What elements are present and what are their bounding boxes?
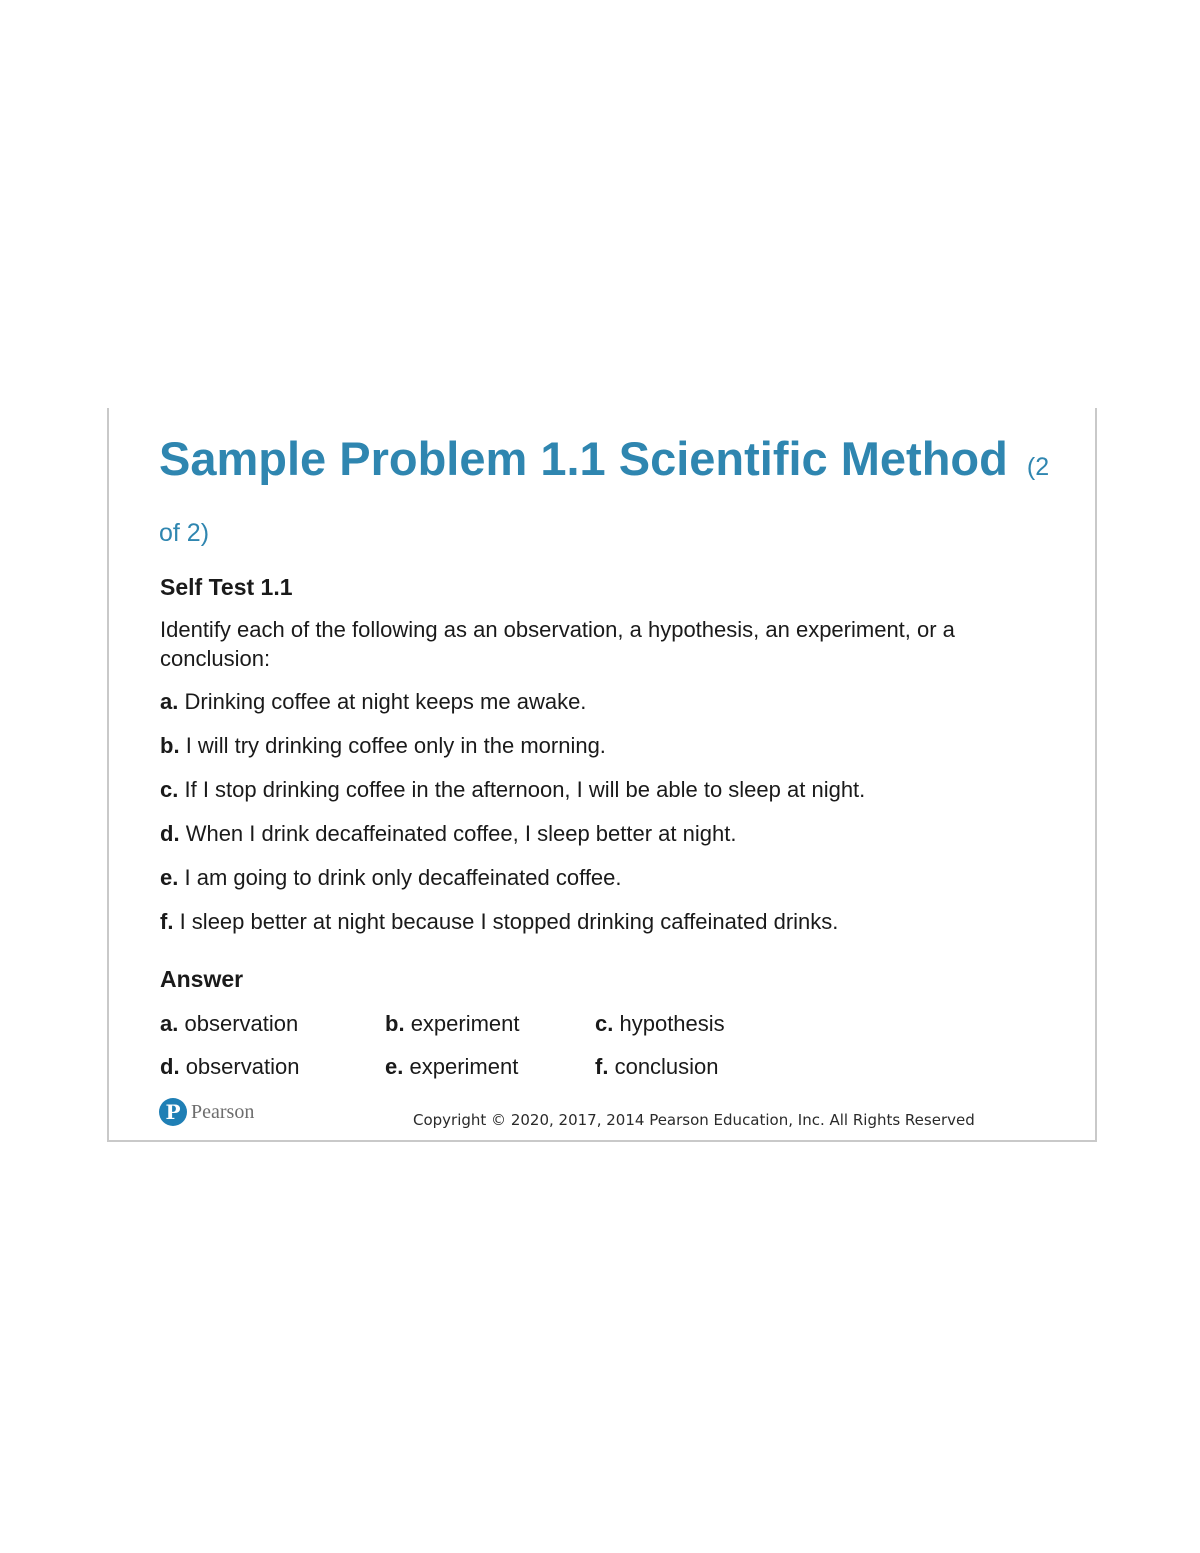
- question-letter: d.: [160, 821, 180, 846]
- question-letter: e.: [160, 865, 179, 890]
- question-text: If I stop drinking coffee in the afternoon, I will be able to sleep at night.: [184, 777, 866, 802]
- question-item: [160, 687, 865, 731]
- answer-text: experiment: [410, 1011, 520, 1036]
- question-item: [160, 819, 865, 863]
- answer-letter: c.: [595, 1011, 614, 1036]
- slide: [107, 408, 1097, 1142]
- answer-text: observation: [184, 1011, 299, 1036]
- answer-grid: [160, 1009, 860, 1095]
- answer-text: conclusion: [614, 1054, 719, 1079]
- self-test-heading: Self Test 1.1: [160, 574, 293, 600]
- question-item: [160, 731, 865, 775]
- pearson-logo-icon: P: [159, 1098, 187, 1126]
- pearson-logo: [159, 1096, 254, 1128]
- answer-item: [160, 1052, 299, 1081]
- answer-letter: f.: [595, 1054, 609, 1079]
- question-text: Drinking coffee at night keeps me awake.: [184, 689, 587, 714]
- answer-text: observation: [185, 1054, 300, 1079]
- answer-item: [385, 1052, 518, 1081]
- question-text: I sleep better at night because I stopped drinking caffeinated drinks.: [179, 909, 839, 934]
- answer-item: [595, 1009, 725, 1038]
- self-test-prompt: Identify each of the following as an observation, a hypothesis, an experiment, or a conclusion:: [160, 617, 955, 671]
- answer-letter: e.: [385, 1054, 404, 1079]
- answer-text: experiment: [409, 1054, 519, 1079]
- question-list: [160, 687, 865, 951]
- slide-title: [159, 430, 1059, 562]
- copyright-notice: Copyright © 2020, 2017, 2014 Pearson Education, Inc. All Rights Reserved: [413, 1111, 975, 1129]
- answer-row: [160, 1009, 860, 1052]
- question-item: [160, 775, 865, 819]
- answer-row: [160, 1052, 860, 1095]
- question-letter: b.: [160, 733, 180, 758]
- question-item: [160, 907, 865, 951]
- pearson-logo-text: Pearson: [191, 1100, 255, 1123]
- question-letter: f.: [160, 909, 174, 934]
- answer-letter: a.: [160, 1011, 179, 1036]
- question-letter: a.: [160, 689, 179, 714]
- answer-letter: d.: [160, 1054, 180, 1079]
- answer-item: [385, 1009, 520, 1038]
- answer-letter: b.: [385, 1011, 405, 1036]
- slide-title-text: Sample Problem 1.1 Scientific Method: [159, 432, 1008, 485]
- question-text: I will try drinking coffee only in the morning.: [185, 733, 606, 758]
- slide-subtitle: (2 of 2): [159, 453, 1050, 547]
- question-text: I am going to drink only decaffeinated coffee.: [184, 865, 622, 890]
- question-item: [160, 863, 865, 907]
- question-text: When I drink decaffeinated coffee, I sleep better at night.: [185, 821, 737, 846]
- answer-heading: Answer: [160, 966, 244, 992]
- answer-item: [595, 1052, 719, 1081]
- question-letter: c.: [160, 777, 179, 802]
- answer-item: [160, 1009, 298, 1038]
- answer-text: hypothesis: [619, 1011, 725, 1036]
